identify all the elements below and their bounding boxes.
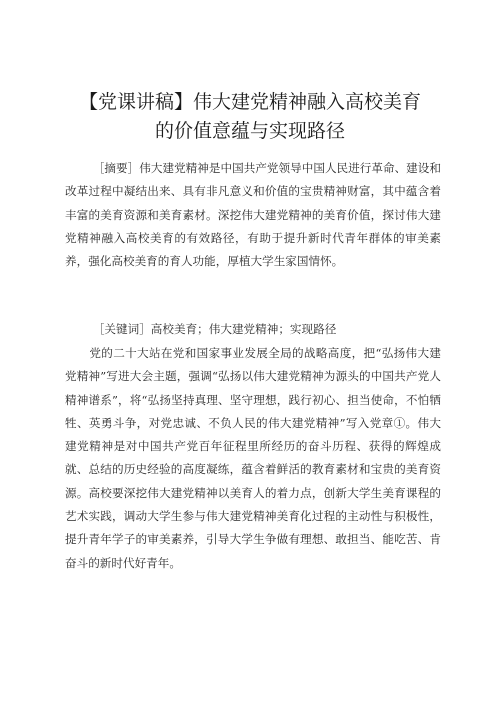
keywords-line: ［关键词］高校美育；伟大建党精神；实现路径 xyxy=(92,322,337,336)
abstract-paragraph: ［摘要］伟大建党精神是中国共产党领导中国人民进行革命、建设和改革过程中凝结出来、具有非凡意义和价值的宝贵精神财富，其中蕴含着丰富的美育资源和美育素材。深挖伟大建党精神的美育价值，探讨伟大建党精神融入高校美育的有效路径，有助于提升新时代青年群体的审美素养，强化高校美育的育人功能，厚植大学生家国情怀。 xyxy=(65,161,441,269)
body-paragraph: 党的二十大站在党和国家事业发展全局的战略高度，把“弘扬伟大建党精神”写进大会主题，强调“弘扬以伟大建党精神为源头的中国共产党人精神谱系”，将“弘扬坚持真理、坚守理想，践行初心、担当使命，不怕牺牲、英勇斗争，对党忠诚、不负人民的伟大建党精神”写入党章①。伟大建党精神是对中国共产党百年征程里所经历的奋斗历程、获得的辉煌成就、总结的历史经验的高度凝练，蕴含着鲜活的教育素材和宝贵的美育资源。高校要深挖伟大建党精神以美育人的着力点，创新大学生美育课程的艺术实践，调动大学生参与伟大建党精神美育化过程的主动性与积极性，提升青年学子的审美素养，引导大学生争做有理想、敢担当、能吃苦、肯奋斗的新时代好青年。 xyxy=(65,346,441,570)
document-title: 【党课讲稿】伟大建党精神融入高校美育的价值意蕴与实现路径 xyxy=(78,91,421,142)
